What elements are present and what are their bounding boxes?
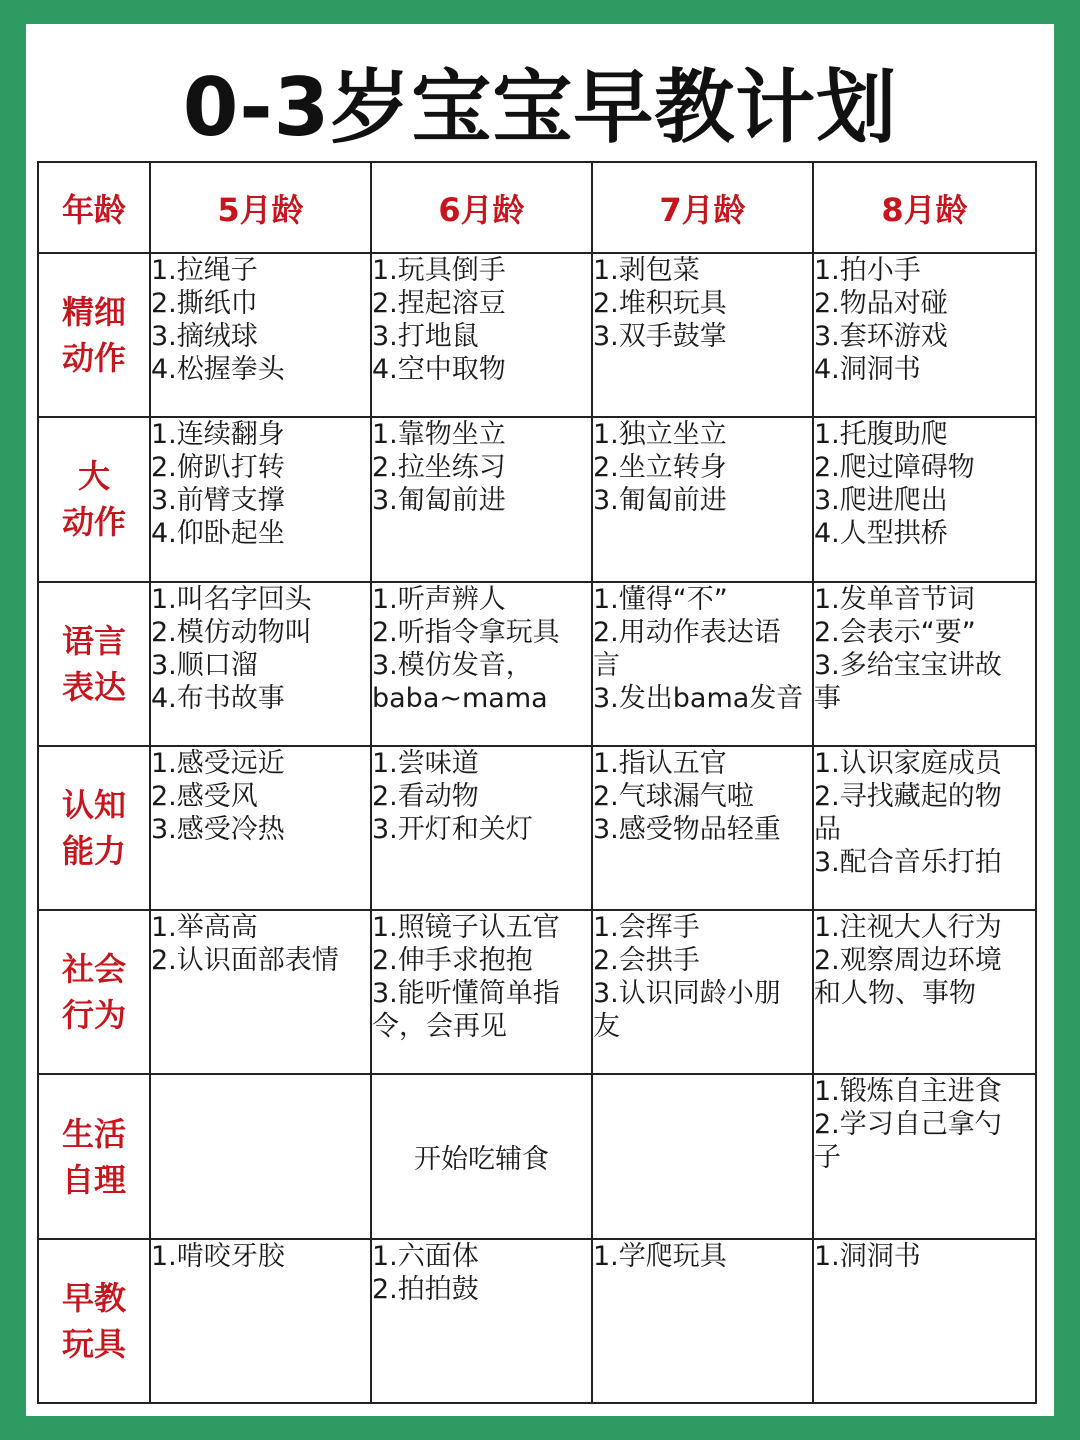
table-cell	[371, 1074, 592, 1238]
cell-item: 2.模仿动物叫	[151, 616, 312, 648]
table-row	[38, 253, 1036, 417]
row-label-line: 社会	[61, 950, 126, 989]
cell-item: 1.锻炼自主进食	[814, 1076, 1002, 1108]
cell-item: 4.洞洞书	[814, 354, 921, 385]
cell-item: 1.连续翻身	[151, 419, 285, 451]
cell-item: 1.洞洞书	[814, 1240, 921, 1272]
cell-item: 3.发出bama发音	[593, 682, 804, 714]
table-cell	[813, 253, 1036, 417]
row-label-line: 认知	[61, 785, 126, 824]
cell-item: 2.会表示“要”	[814, 616, 976, 648]
cell-item: 3.爬进爬出	[814, 485, 948, 517]
table-cell	[592, 417, 813, 581]
cell-item: 1.感受远近	[151, 747, 285, 779]
cell-item: 4.布书故事	[151, 682, 285, 714]
cell-item: baba~mama	[372, 682, 548, 714]
row-label-line: 动作	[61, 339, 126, 378]
cell-item: 1.靠物坐立	[372, 419, 506, 451]
cell-item: 1.六面体	[372, 1240, 479, 1272]
row-label-line: 语言	[61, 621, 126, 660]
cell-item: 3.多给宝宝讲故	[814, 649, 1002, 681]
table-cell	[371, 746, 592, 910]
cell-item: 3.认识同龄小朋	[593, 978, 781, 1010]
table-cell	[592, 910, 813, 1074]
table-cell	[592, 1074, 813, 1238]
corner-header: 年龄	[38, 162, 150, 253]
table-cell	[813, 417, 1036, 581]
cell-item: 4.仰卧起坐	[151, 518, 285, 550]
row-label-line: 自理	[61, 1160, 126, 1199]
table-cell	[150, 1074, 371, 1238]
row-label-line: 玩具	[61, 1324, 126, 1363]
table-row	[38, 1239, 1036, 1403]
page-title: 0-3岁宝宝早教计划	[182, 61, 898, 154]
cell-item: 2.用动作表达语	[593, 616, 781, 648]
cell-item: 2.寻找藏起的物	[814, 780, 1002, 812]
cell-item: 2.感受风	[151, 780, 258, 812]
cell-item: 3.能听懂简单指	[372, 978, 560, 1010]
cell-item: 2.坐立转身	[593, 452, 727, 484]
table-cell	[813, 746, 1036, 910]
cell-item: 开始吃辅食	[414, 1144, 549, 1176]
cell-item: 1.发单音节词	[814, 583, 975, 615]
cell-item: 2.物品对碰	[814, 288, 948, 319]
cell-item: 4.松握拳头	[151, 354, 285, 385]
cell-item: 2.听指令拿玩具	[372, 616, 560, 648]
cell-item: 3.模仿发音，	[372, 649, 533, 681]
cell-item: 2.俯趴打转	[151, 452, 285, 484]
column-header-7m: 7月龄	[592, 162, 813, 253]
cell-item: 1.玩具倒手	[372, 255, 506, 286]
table-cell	[371, 1239, 592, 1403]
cell-item: 1.叫名字回头	[151, 583, 312, 615]
cell-item: 2.爬过障碍物	[814, 452, 975, 484]
table-cell	[592, 746, 813, 910]
cell-item: 1.指认五官	[593, 747, 727, 779]
cell-item: 2.气球漏气啦	[593, 780, 754, 812]
table-cell	[150, 746, 371, 910]
row-label-line: 早教	[61, 1278, 126, 1317]
cell-item: 2.拉坐练习	[372, 452, 506, 484]
row-label	[38, 746, 150, 910]
row-label-line: 表达	[61, 667, 126, 706]
cell-item: 3.前臂支撑	[151, 485, 285, 517]
cell-item: 2.伸手求抱抱	[372, 945, 533, 977]
cell-item: 事	[814, 682, 841, 714]
row-label-line: 大	[77, 457, 110, 496]
column-header-8m: 8月龄	[813, 162, 1036, 253]
table-cell	[371, 417, 592, 581]
table-cell	[592, 582, 813, 746]
plan-card	[26, 24, 1054, 1416]
row-label	[38, 1239, 150, 1403]
cell-item: 3.开灯和关灯	[372, 813, 533, 845]
cell-item: 2.会拱手	[593, 945, 700, 977]
cell-item: 言	[593, 649, 620, 681]
cell-item: 3.套环游戏	[814, 321, 948, 352]
cell-item: 3.感受冷热	[151, 813, 285, 845]
row-label	[38, 417, 150, 581]
cell-item: 友	[593, 1011, 620, 1043]
row-label	[38, 582, 150, 746]
table-cell	[150, 910, 371, 1074]
row-label	[38, 253, 150, 417]
cell-item: 2.认识面部表情	[151, 945, 339, 977]
cell-item: 2.堆积玩具	[593, 288, 727, 319]
table-cell	[813, 1239, 1036, 1403]
cell-item: 1.独立坐立	[593, 419, 727, 451]
table-cell	[813, 582, 1036, 746]
cell-item: 3.顺口溜	[151, 649, 258, 681]
table-row	[38, 582, 1036, 746]
column-header-5m: 5月龄	[150, 162, 371, 253]
row-label-line: 动作	[61, 503, 126, 542]
table-row	[38, 417, 1036, 581]
cell-item: 1.举高高	[151, 912, 258, 944]
cell-item: 和人物、事物	[814, 978, 976, 1010]
cell-item: 3.打地鼠	[372, 321, 479, 352]
table-row	[38, 1074, 1036, 1238]
cell-item: 2.拍拍鼓	[372, 1273, 479, 1305]
cell-item: 2.看动物	[372, 780, 479, 812]
plan-table-body	[38, 253, 1036, 1403]
table-cell	[150, 417, 371, 581]
table-cell	[813, 1074, 1036, 1238]
table-row	[38, 910, 1036, 1074]
cell-item: 1.听声辨人	[372, 583, 506, 615]
table-cell	[592, 253, 813, 417]
cell-item: 3.感受物品轻重	[593, 813, 781, 845]
cell-item: 2.学习自己拿勺	[814, 1109, 1002, 1141]
cell-item: 4.空中取物	[372, 354, 506, 385]
cell-item: 2.观察周边环境	[814, 945, 1002, 977]
table-cell	[813, 910, 1036, 1074]
plan-table	[37, 161, 1037, 1404]
cell-item: 1.尝味道	[372, 747, 479, 779]
cell-item: 1.学爬玩具	[593, 1240, 727, 1272]
cell-item: 1.照镜子认五官	[372, 912, 560, 944]
table-cell	[150, 253, 371, 417]
row-label	[38, 1074, 150, 1238]
table-row	[38, 746, 1036, 910]
row-label-line: 生活	[61, 1114, 126, 1153]
table-cell	[150, 1239, 371, 1403]
cell-item: 2.捏起溶豆	[372, 288, 506, 319]
table-cell	[371, 253, 592, 417]
cell-item: 1.拉绳子	[151, 255, 258, 286]
cell-item: 1.认识家庭成员	[814, 747, 1002, 779]
cell-item: 3.配合音乐打拍	[814, 846, 1002, 878]
cell-item: 4.人型拱桥	[814, 518, 948, 550]
cell-item: 1.啃咬牙胶	[151, 1240, 285, 1272]
cell-item: 3.双手鼓掌	[593, 321, 727, 352]
cell-item: 品	[814, 813, 841, 845]
cell-item: 1.托腹助爬	[814, 419, 948, 451]
cell-item: 子	[814, 1142, 841, 1174]
cell-item: 1.剥包菜	[593, 255, 700, 286]
cell-item: 1.拍小手	[814, 255, 921, 286]
column-header-6m: 6月龄	[371, 162, 592, 253]
cell-item: 令，会再见	[372, 1011, 507, 1043]
table-cell	[150, 582, 371, 746]
row-label-line: 能力	[61, 831, 126, 870]
row-label	[38, 910, 150, 1074]
cell-item: 1.懂得“不”	[593, 583, 728, 615]
table-cell	[592, 1239, 813, 1403]
table-cell	[371, 582, 592, 746]
row-label-line: 行为	[61, 996, 126, 1035]
table-cell	[371, 910, 592, 1074]
row-label-line: 精细	[61, 293, 126, 332]
cell-item: 3.匍匐前进	[593, 485, 727, 517]
cell-item: 1.注视大人行为	[814, 912, 1002, 944]
cell-item: 2.撕纸巾	[151, 288, 258, 319]
cell-item: 1.会挥手	[593, 912, 700, 944]
cell-item: 3.摘绒球	[151, 321, 258, 352]
cell-item: 3.匍匐前进	[372, 485, 506, 517]
